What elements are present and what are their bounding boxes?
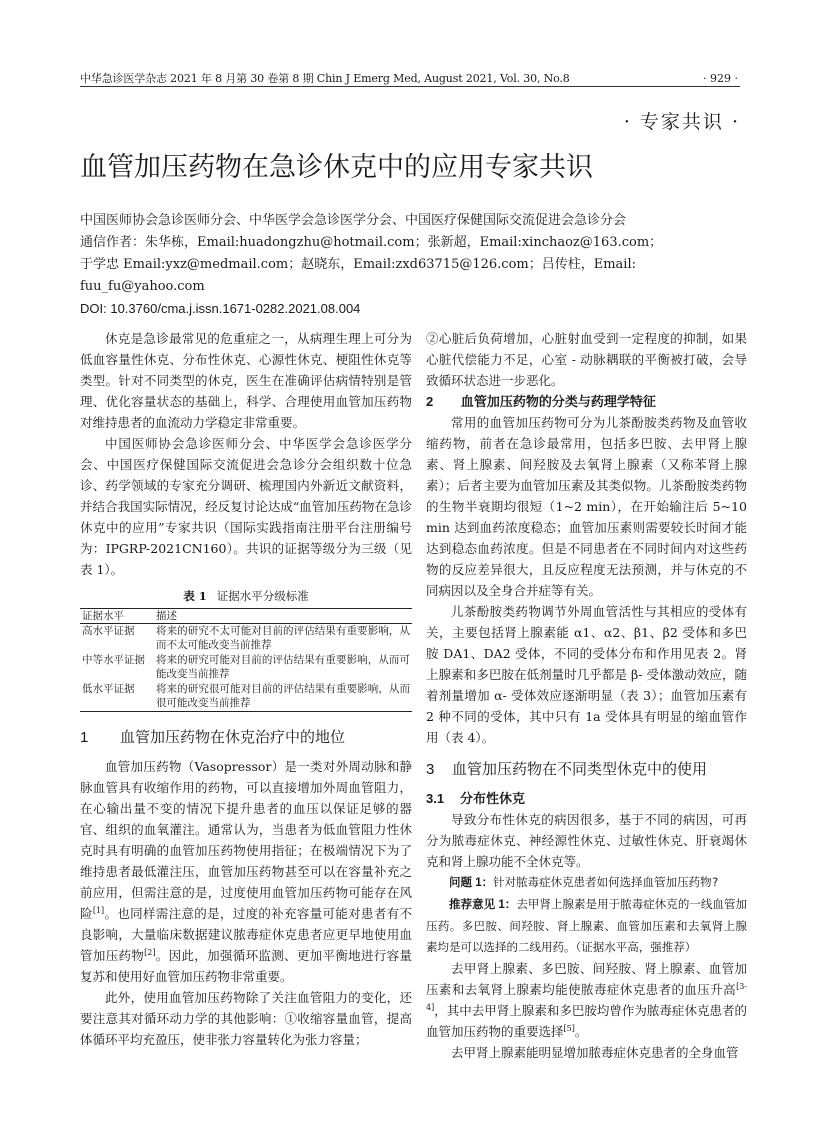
section-3-1-title: 分布性休克 — [460, 791, 526, 806]
table-cell-level: 高水平证据 — [82, 625, 135, 637]
evidence-level-table — [80, 608, 412, 712]
table-cell-level: 低水平证据 — [80, 682, 154, 712]
intro-paragraph-1: 休克是急诊最常见的危重症之一，从病理生理上可分为低血容量性休克、分布性休克、心源性休克、梗阻性休克等类型。针对不同类型的休克，医生在准确评估病情特别是管理、优化容量状态的基础上，科学、合理使用血管加压药物对维持患者的血流动力学稳定非常重要。 — [80, 331, 412, 430]
section-1-paragraph-1 — [80, 756, 412, 987]
section-1-heading — [80, 726, 412, 750]
text-run: ，其中去甲肾上腺素和多巴胺均曾作为脓毒症休克患者的血管加压药物的重要选择 — [426, 1003, 747, 1039]
table-header-description: 描述 — [154, 609, 412, 624]
citation: [2] — [144, 947, 156, 957]
recommendation-1-label: 推荐意见 1： — [449, 899, 517, 911]
table-cell-description: 将来的研究很可能对目前的评估结果有重要影响，从而很可能改变当前推荐 — [154, 682, 412, 712]
section-1-number: 1 — [80, 729, 89, 746]
section-1-paragraph-2: 此外，使用血管加压药物除了关注血管阻力的变化，还要注意其对循环动力学的其他影响：①收缩容量血管，提高体循环平均充盈压，使非张力容量转化为张力容量； — [80, 990, 412, 1047]
citation: [1] — [92, 905, 105, 915]
section-3-number: 3 — [426, 761, 435, 778]
section-label: · 专家共识 · — [623, 111, 740, 133]
text-run: 。因此，加强循环监测、更加平衡地进行容量复苏和使用好血管加压药物非常重要。 — [80, 948, 412, 984]
section-3-title: 血管加压药物在不同类型休克中的使用 — [452, 761, 708, 778]
question-1-text: 针对脓毒症休克患者如何选择血管加压药物? — [493, 875, 719, 889]
article-title: 血管加压药物在急诊休克中的应用专家共识 — [80, 152, 593, 183]
recommendation-1-text: 去甲肾上腺素是用于脓毒症休克的一线血管加压药。多巴胺、间羟胺、肾上腺素、血管加压素和去氧肾上腺素均是可以选择的二线用药。（证据水平高，强推荐） — [426, 897, 748, 954]
intro-paragraph-2: 中国医师协会急诊医师分会、中华医学会急诊医学分会、中国医疗保健国际交流促进会急诊分会组织数十位急诊、药学领域的专家充分调研、梳理国内外新近文献资料，并结合我国实际情况，经反复讨论达成“血管加压药物在急诊休克中的应用”专家共识（国际实践指南注册平台注册编号为：IPGRP-2021CN160）。共识的证据等级分为三级（见表 1）。 — [80, 436, 412, 577]
question-1 — [426, 872, 747, 894]
section-3-1-paragraph-3: 去甲肾上腺素能明显增加脓毒症休克患者的全身血管 — [451, 1045, 739, 1060]
text-run: 。 — [574, 1024, 588, 1039]
table-cell-description: 将来的研究不太可能对目前的评估结果有重要影响，从而不太可能改变当前推荐 — [156, 625, 410, 651]
affiliation: 中国医师协会急诊医师分会、中华医学会急诊医学分会、中国医疗保健国际交流促进会急诊分会 — [80, 213, 627, 228]
corresponding-authors-line-2: 于学忠 Email:yxz@medmail.com；赵晓东，Email:zxd63715@126.com；吕传柱，Email: — [80, 257, 636, 272]
section-3-1-paragraph-1: 导致分布性休克的病因很多，基于不同的病因，可再分为脓毒症休克、神经源性休克、过敏性休克、肝衰竭休克和肾上腺功能不全休克等。 — [426, 812, 747, 869]
citation: [3-4] — [426, 981, 747, 1012]
section-2-paragraph-2: 儿茶酚胺类药物调节外周血管活性与其相应的受体有关，主要包括肾上腺素能 α1、α2、β1、β2 受体和多巴胺 DA1、DA2 受体，不同的受体分布和作用见表 2。肾上腺素和多巴胺在低剂量时几乎都是 β- 受体激动效应，随着剂量增加 α- 受体效应逐渐明显（表 3）；血管加压素有 2 种不同的受体，其中只有 1a 受体具有明显的缩血管作用（表 4）。 — [426, 604, 747, 745]
doi: DOI: 10.3760/cma.j.issn.1671-0282.2021.08.004 — [80, 301, 361, 316]
page-number: · 929 · — [703, 72, 738, 85]
journal-header: 中华急诊医学杂志 2021 年 8 月第 30 卷第 8 期 Chin J Emerg Med, August 2021, Vol. 30, No.8 — [80, 72, 570, 85]
table-1-caption — [80, 588, 412, 604]
table-row — [80, 682, 412, 712]
section-2-heading — [426, 391, 747, 412]
text-run: 去甲肾上腺素、多巴胺、间羟胺、肾上腺素、血管加压素和去氧肾上腺素均能使脓毒症休克患者的血压升高 — [426, 961, 747, 997]
table-header-level: 证据水平 — [80, 609, 154, 624]
continuation-paragraph: ②心脏后负荷增加，心脏射血受到一定程度的抑制，如果心脏代偿能力不足，心室 - 动脉耦联的平衡被打破，会导致循环状态进一步恶化。 — [426, 331, 747, 388]
section-2-paragraph-1: 常用的血管加压药物可分为儿茶酚胺类药物及血管收缩药物，前者在急诊最常用，包括多巴胺、去甲肾上腺素、肾上腺素、间羟胺及去氧肾上腺素（又称苯肾上腺素）；后者主要为血管加压素及其类似物。儿茶酚胺类药物的生物半衰期均很短（1~2 min），在开始输注后 5~10 min 达到血药浓度稳态；血管加压素则需要较长时间才能达到稳态血药浓度。但是不同患者在不同时间内对这些药物的反应差异很大，且反应程度无法预测，并与休克的不同病因以及全身合并症等有关。 — [426, 415, 747, 598]
table-row — [80, 624, 412, 654]
right-column — [426, 328, 747, 1063]
section-3-heading — [426, 758, 747, 782]
table-1-title: 证据水平分级标准 — [216, 589, 309, 603]
question-1-label: 问题 1： — [449, 877, 494, 889]
table-cell-description: 将来的研究可能对目前的评估结果有重要影响，从而可能改变当前推荐 — [156, 654, 410, 680]
corresponding-authors-line-3: fuu_fu@yahoo.com — [80, 279, 205, 294]
text-run: 血管加压药物（Vasopressor）是一类对外周动脉和静脉血管具有收缩作用的药物，可以直接增加外周血管阻力，在心输出量不变的情况下提升患者的血压以保证足够的器官、组织的血氧灌注。通常认为，当患者为低血管阻力性休克时具有明确的血管加压药物使用指征；在极端情况下为了维持患者最低灌注压，血管加压药物甚至可以在容量补充之前应用，但需注意的是，过度使用血管加压药物可能存在风险 — [80, 759, 412, 921]
section-3-1-paragraph-2 — [426, 958, 747, 1042]
citation: [5] — [563, 1023, 575, 1033]
section-2-title: 血管加压药物的分类与药理学特征 — [460, 394, 656, 409]
table-1-number: 表 1 — [183, 589, 207, 603]
section-3-1-number: 3.1 — [426, 791, 445, 806]
section-2-number: 2 — [426, 394, 434, 409]
table-row — [80, 653, 412, 682]
section-1-title: 血管加压药物在休克治疗中的地位 — [120, 729, 346, 746]
recommendation-1 — [426, 894, 747, 958]
table-cell-level: 中等水平证据 — [82, 654, 145, 666]
section-3-1-heading — [426, 788, 747, 809]
header-rule — [80, 86, 740, 87]
corresponding-authors-line-1: 通信作者：朱华栋，Email:huadongzhu@hotmail.com；张新超，Email:xinchaoz@163.com； — [80, 235, 663, 250]
left-column — [80, 328, 412, 1050]
text-run: 。也同样需注意的是，过度的补充容量可能对患者有不良影响，大量临床数据建议脓毒症休克患者应更早地使用血管加压药物 — [80, 906, 412, 963]
